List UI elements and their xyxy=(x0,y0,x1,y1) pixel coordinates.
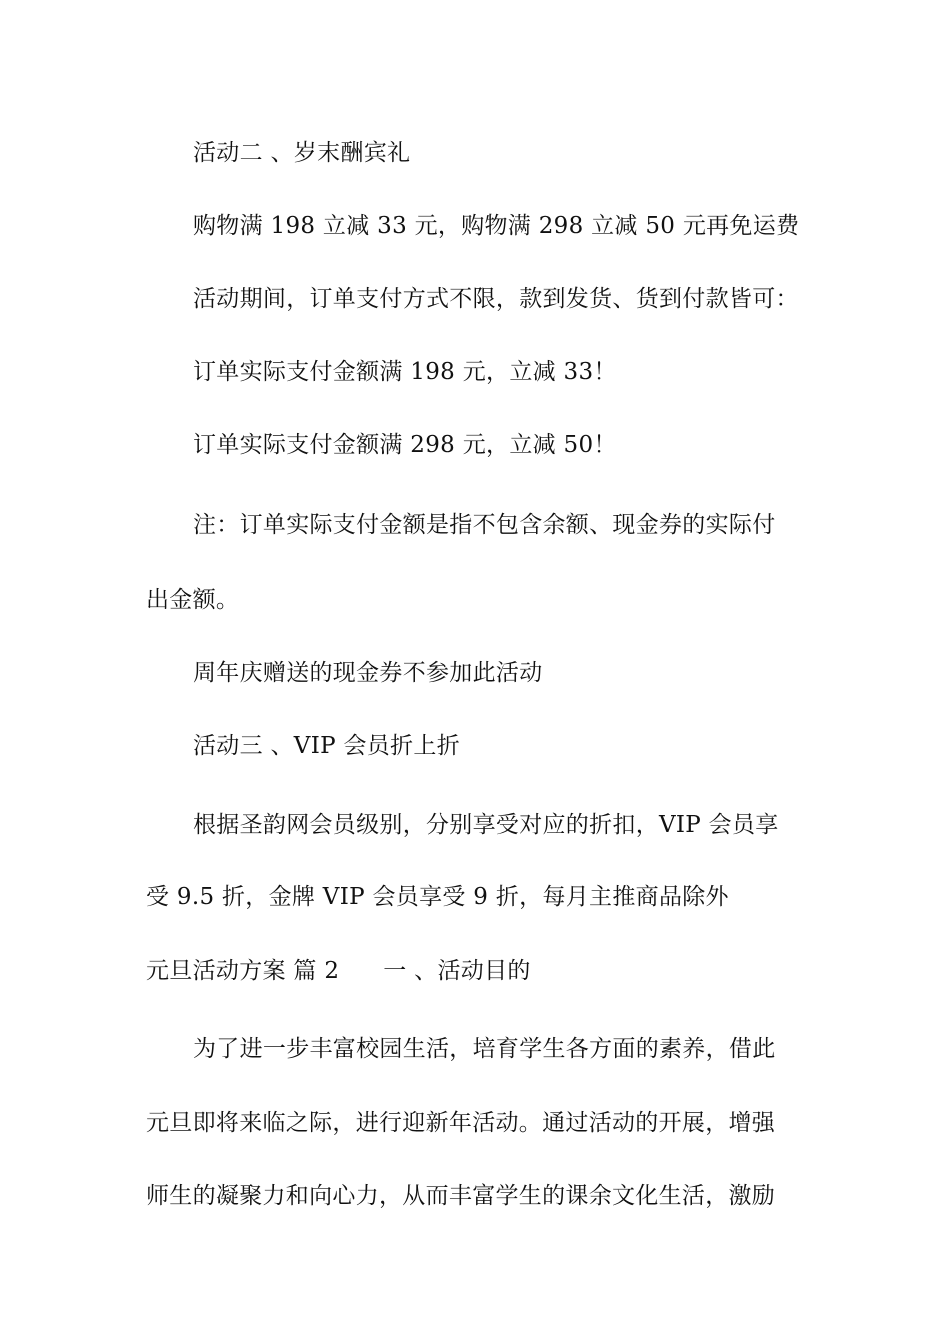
paragraph-line: 订单实际支付金额满 198 元，立减 33！ xyxy=(193,359,617,385)
section-title: 元旦活动方案 篇 2 xyxy=(146,958,340,984)
paragraph-line: 购物满 198 立减 33 元，购物满 298 立减 50 元再免运费 xyxy=(193,213,800,239)
note-line: 注：订单实际支付金额是指不包含余额、现金券的实际付 xyxy=(193,512,776,538)
heading-activity-two: 活动二 、岁末酬宾礼 xyxy=(193,140,411,166)
paragraph-continuation: 师生的凝聚力和向心力，从而丰富学生的课余文化生活，激励 xyxy=(146,1183,776,1209)
section-subtitle: 一 、活动目的 xyxy=(383,958,531,984)
heading-activity-three: 活动三 、VIP 会员折上折 xyxy=(193,733,460,759)
paragraph-line: 根据圣韵网会员级别，分别享受对应的折扣，VIP 会员享 xyxy=(193,812,779,838)
paragraph-line: 周年庆赠送的现金券不参加此活动 xyxy=(193,660,543,686)
paragraph-line: 活动期间，订单支付方式不限，款到发货、货到付款皆可： xyxy=(193,286,799,312)
paragraph-continuation: 元旦即将来临之际，进行迎新年活动。通过活动的开展，增强 xyxy=(146,1110,776,1136)
paragraph-line: 为了进一步丰富校园生活，培育学生各方面的素养，借此 xyxy=(193,1036,776,1062)
paragraph-line: 订单实际支付金额满 298 元，立减 50！ xyxy=(193,432,617,458)
section-heading xyxy=(146,956,811,986)
note-continuation: 出金额。 xyxy=(146,587,240,613)
paragraph-continuation: 受 9.5 折，金牌 VIP 会员享受 9 折，每月主推商品除外 xyxy=(146,884,729,910)
